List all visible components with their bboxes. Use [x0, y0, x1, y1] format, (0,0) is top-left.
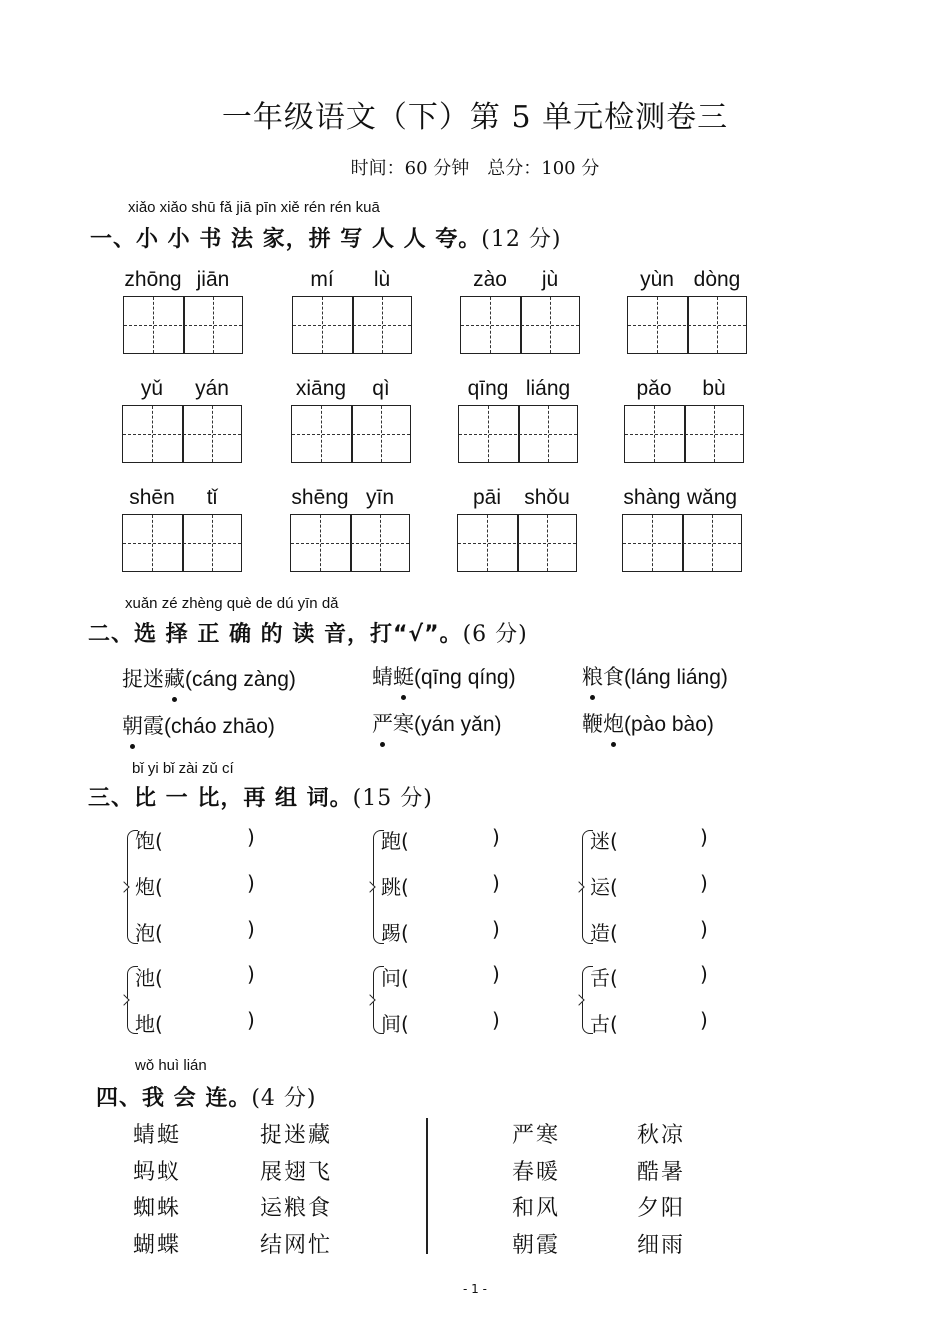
- word-building-item[interactable]: 泡(: [135, 921, 163, 945]
- box-guide-v: [212, 515, 213, 571]
- box-guide-h: [625, 434, 743, 435]
- brace-point: [573, 994, 584, 1005]
- close-paren: ): [700, 825, 708, 849]
- word-building-item[interactable]: 池(: [135, 966, 163, 990]
- tianzige-box-pair[interactable]: [292, 296, 412, 354]
- box-guide-v: [380, 515, 381, 571]
- dotted-character: 蜓: [393, 661, 414, 691]
- q4-pinyin: wǒ huì lián: [135, 1057, 207, 1074]
- box-guide-h: [123, 543, 241, 544]
- box-guide-v: [487, 515, 488, 571]
- tianzige-box-pair[interactable]: [291, 405, 411, 463]
- word-text: 鞭: [582, 712, 603, 736]
- word-text: 蜻: [372, 665, 393, 689]
- close-paren: ): [700, 917, 708, 941]
- word-building-item[interactable]: 问(: [381, 966, 409, 990]
- pinyin-options[interactable]: (qīng qíng): [414, 666, 516, 689]
- dotted-character: 朝: [122, 710, 143, 740]
- word-building-item[interactable]: 炮(: [135, 875, 163, 899]
- close-paren: ): [247, 917, 255, 941]
- box-guide-h: [124, 325, 242, 326]
- pinyin-syllable: qīng: [467, 377, 509, 400]
- box-guide-h: [628, 325, 746, 326]
- matching-word[interactable]: 朝霞: [512, 1233, 561, 1258]
- tianzige-box-pair[interactable]: [122, 514, 242, 572]
- word-building-item[interactable]: 间(: [381, 1012, 409, 1036]
- pinyin-syllable: dòng: [693, 268, 741, 291]
- pronunciation-item: [122, 663, 296, 693]
- q4-score: (4 分): [251, 1086, 317, 1111]
- brace-point: [118, 881, 129, 892]
- box-guide-v: [321, 406, 322, 462]
- page-number: - 1 -: [463, 1282, 487, 1296]
- box-guide-v: [153, 297, 154, 353]
- matching-word[interactable]: 蜘蛛: [133, 1196, 182, 1221]
- word-building-item[interactable]: 造(: [590, 921, 618, 945]
- pinyin-syllable: liáng: [525, 377, 571, 400]
- pronunciation-item: [122, 710, 275, 740]
- box-guide-v: [488, 406, 489, 462]
- box-guide-v: [654, 406, 655, 462]
- word-text: 食: [603, 665, 624, 689]
- pinyin-syllable: shēn: [129, 486, 175, 509]
- box-guide-v: [657, 297, 658, 353]
- box-guide-h: [292, 434, 410, 435]
- matching-word[interactable]: 秋凉: [637, 1123, 686, 1148]
- pronunciation-item: [582, 661, 728, 691]
- matching-word[interactable]: 蜻蜓: [133, 1123, 182, 1148]
- q3-heading-text: 三、比 一 比，再 组 词。: [88, 786, 353, 811]
- pinyin-syllable: yán: [195, 377, 229, 400]
- box-guide-v: [152, 515, 153, 571]
- q3-pinyin: bǐ yi bǐ zài zǔ cí: [132, 760, 234, 777]
- box-guide-v: [547, 515, 548, 571]
- tianzige-box-pair[interactable]: [457, 514, 577, 572]
- pinyin-syllable: xiāng: [295, 377, 347, 400]
- box-guide-v: [382, 297, 383, 353]
- matching-word[interactable]: 酷暑: [637, 1160, 686, 1185]
- dotted-character: 粮: [582, 661, 603, 691]
- close-paren: ): [492, 871, 500, 895]
- brace-point: [118, 994, 129, 1005]
- pinyin-options[interactable]: (yán yǎn): [414, 713, 502, 736]
- q4-divider: [426, 1118, 428, 1254]
- pinyin-syllable: pāi: [472, 486, 502, 509]
- box-guide-v: [712, 515, 713, 571]
- q1-heading-text: 一、小 小 书 法 家，拼 写 人 人 夸。: [90, 227, 482, 252]
- pinyin-syllable: bù: [702, 377, 726, 400]
- close-paren: ): [247, 825, 255, 849]
- pinyin-syllable: qì: [372, 377, 390, 400]
- q4-heading-text: 四、我 会 连。: [96, 1086, 252, 1111]
- word-building-item[interactable]: 运(: [590, 875, 618, 899]
- tianzige-box-pair[interactable]: [122, 405, 242, 463]
- pinyin-syllable: lù: [373, 268, 391, 291]
- q4-heading: [96, 1081, 317, 1112]
- q1-heading: [90, 222, 561, 253]
- matching-word[interactable]: 展翅飞: [260, 1160, 333, 1185]
- brace-point: [364, 994, 375, 1005]
- close-paren: ): [700, 962, 708, 986]
- word-text: 捉迷: [122, 667, 164, 691]
- word-text: 寒: [393, 712, 414, 736]
- pinyin-syllable: tǐ: [206, 486, 218, 509]
- word-building-item[interactable]: 古(: [590, 1012, 618, 1036]
- pronunciation-item: [372, 708, 502, 738]
- pronunciation-item: [372, 661, 516, 691]
- box-guide-v: [548, 406, 549, 462]
- matching-word[interactable]: 严寒: [512, 1123, 561, 1148]
- close-paren: ): [492, 917, 500, 941]
- dotted-character: 严: [372, 708, 393, 738]
- q3-heading: [88, 781, 433, 812]
- pinyin-options[interactable]: (cáng zàng): [185, 668, 296, 691]
- tianzige-box-pair[interactable]: [460, 296, 580, 354]
- pinyin-options[interactable]: (cháo zhāo): [164, 715, 275, 738]
- matching-word[interactable]: 蚂蚁: [133, 1160, 182, 1185]
- pinyin-syllable: zào: [473, 268, 507, 291]
- q3-score: (15 分): [352, 786, 433, 811]
- box-guide-v: [652, 515, 653, 571]
- box-guide-h: [459, 434, 577, 435]
- matching-word[interactable]: 和风: [512, 1196, 561, 1221]
- pinyin-options[interactable]: (pào bào): [624, 713, 714, 736]
- close-paren: ): [492, 962, 500, 986]
- matching-word[interactable]: 春暖: [512, 1160, 561, 1185]
- pinyin-syllable: jù: [541, 268, 559, 291]
- pinyin-syllable: yǔ: [140, 377, 164, 400]
- box-guide-v: [381, 406, 382, 462]
- box-guide-h: [291, 543, 409, 544]
- q2-heading-text: 二、选 择 正 确 的 读 音，打“√”。: [88, 622, 463, 647]
- brace-point: [364, 881, 375, 892]
- word-building-item[interactable]: 迷(: [590, 829, 618, 853]
- q1-pinyin: xiǎo xiǎo shū fǎ jiā pīn xiě rén rén kuā: [128, 199, 380, 216]
- tianzige-box-pair[interactable]: [622, 514, 742, 572]
- pinyin-syllable: zhōng: [124, 268, 182, 291]
- box-guide-h: [458, 543, 576, 544]
- brace-point: [573, 881, 584, 892]
- close-paren: ): [247, 1008, 255, 1032]
- tianzige-box-pair[interactable]: [290, 514, 410, 572]
- close-paren: ): [247, 962, 255, 986]
- pronunciation-item: [582, 708, 714, 738]
- pinyin-syllable: shàng: [623, 486, 681, 509]
- matching-word[interactable]: 运粮食: [260, 1196, 333, 1221]
- q2-heading: [88, 617, 528, 648]
- word-building-item[interactable]: 跑(: [381, 829, 409, 853]
- box-guide-v: [714, 406, 715, 462]
- q1-score: (12 分): [481, 227, 562, 252]
- matching-word[interactable]: 蝴蝶: [133, 1233, 182, 1258]
- box-guide-v: [212, 406, 213, 462]
- close-paren: ): [700, 871, 708, 895]
- box-guide-v: [152, 406, 153, 462]
- pinyin-syllable: shēng: [291, 486, 349, 509]
- word-text: 霞: [143, 714, 164, 738]
- dotted-character: 炮: [603, 708, 624, 738]
- tianzige-box-pair[interactable]: [458, 405, 578, 463]
- word-building-item[interactable]: 跳(: [381, 875, 409, 899]
- box-guide-h: [623, 543, 741, 544]
- box-guide-v: [320, 515, 321, 571]
- pinyin-syllable: pǎo: [636, 377, 672, 400]
- word-building-item[interactable]: 踢(: [381, 921, 409, 945]
- box-guide-v: [550, 297, 551, 353]
- box-guide-v: [490, 297, 491, 353]
- close-paren: ): [492, 825, 500, 849]
- matching-word[interactable]: 结网忙: [260, 1233, 333, 1258]
- matching-word[interactable]: 细雨: [637, 1233, 686, 1258]
- tianzige-box-pair[interactable]: [627, 296, 747, 354]
- pinyin-syllable: jiān: [196, 268, 230, 291]
- matching-word[interactable]: 捉迷藏: [260, 1123, 333, 1148]
- tianzige-box-pair[interactable]: [123, 296, 243, 354]
- pinyin-syllable: wǎng: [686, 486, 738, 509]
- box-guide-h: [293, 325, 411, 326]
- q2-pinyin: xuǎn zé zhèng què de dú yīn dǎ: [125, 595, 339, 612]
- box-guide-h: [461, 325, 579, 326]
- close-paren: ): [247, 871, 255, 895]
- matching-word[interactable]: 夕阳: [637, 1196, 686, 1221]
- page-title: 一年级语文（下）第 5 单元检测卷三: [221, 100, 729, 135]
- word-building-item[interactable]: 舌(: [590, 966, 618, 990]
- box-guide-h: [123, 434, 241, 435]
- pinyin-syllable: mí: [310, 268, 334, 291]
- box-guide-v: [717, 297, 718, 353]
- pinyin-syllable: shǒu: [524, 486, 570, 509]
- pinyin-syllable: yùn: [640, 268, 674, 291]
- tianzige-box-pair[interactable]: [624, 405, 744, 463]
- q2-score: (6 分): [462, 622, 528, 647]
- pinyin-syllable: yīn: [365, 486, 394, 509]
- close-paren: ): [700, 1008, 708, 1032]
- word-building-item[interactable]: 地(: [135, 1012, 163, 1036]
- exam-info: 时间：60 分钟 总分：100 分: [350, 158, 600, 179]
- pinyin-options[interactable]: (láng liáng): [624, 666, 728, 689]
- word-building-item[interactable]: 饱(: [135, 829, 163, 853]
- box-guide-v: [322, 297, 323, 353]
- close-paren: ): [492, 1008, 500, 1032]
- dotted-character: 藏: [164, 663, 185, 693]
- box-guide-v: [213, 297, 214, 353]
